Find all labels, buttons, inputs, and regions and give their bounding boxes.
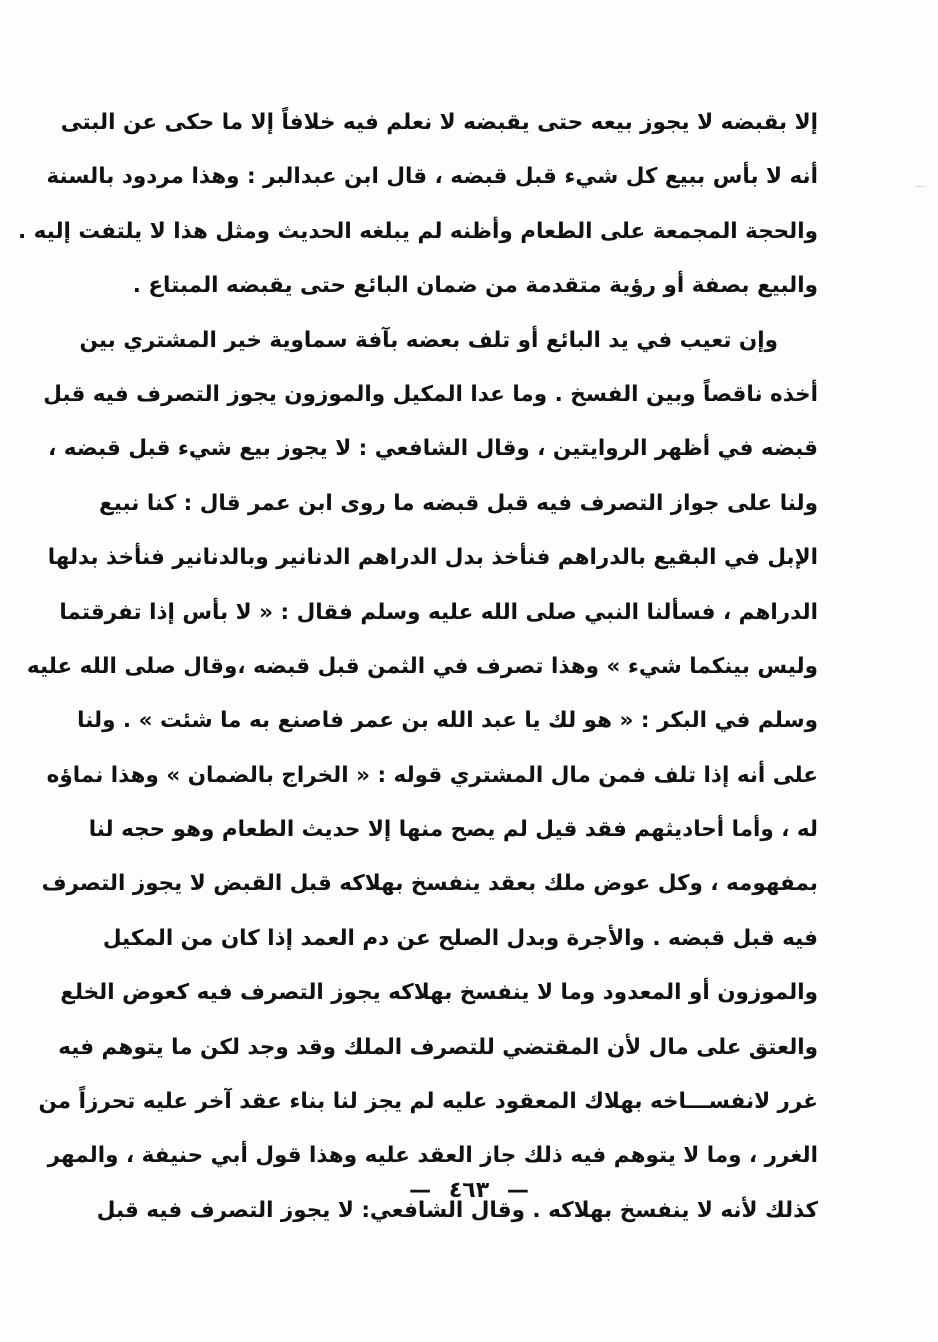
text-line: الدراهم ، فسألنا النبي صلى الله عليه وسلم فقال : « لا بأس إذا تفرقتما xyxy=(59,599,818,625)
text-line: وإن تعيب في يد البائع أو تلف بعضه بآفة سماوية خير المشتري بين xyxy=(79,327,778,353)
page-number-dash-left: — xyxy=(409,1178,432,1203)
scan-speck xyxy=(916,186,924,192)
text-line: والعتق على مال لأن المقتضي للتصرف الملك وقد وجد لكن ما يتوهم فيه xyxy=(58,1034,818,1060)
text-line: وسلم في البكر : « هو لك يا عبد الله بن عمر فاصنع به ما شئت » . ولنا xyxy=(77,708,818,734)
text-line: والحجة المجمعة على الطعام وأظنه لم يبلغه الحديث ومثل هذا لا يلتفت إليه . xyxy=(17,218,818,244)
text-line: كذلك لأنه لا ينفسخ بهلاكه . وقال الشافعي: لا يجوز التصرف فيه قبل xyxy=(96,1197,818,1223)
text-line: الغرر ، وما لا يتوهم فيه ذلك جاز العقد عليه وهذا قول أبي حنيفة ، والمهر xyxy=(47,1143,818,1169)
text-line: إلا بقبضه لا يجوز بيعه حتى يقبضه لا نعلم فيه خلافاً إلا ما حكى عن البتى xyxy=(60,110,818,135)
text-line: والموزون أو المعدود وما لا ينفسخ بهلاكه يجوز التصرف فيه كعوض الخلع xyxy=(60,980,818,1006)
text-line: الإبل في البقيع بالدراهم فنأخذ بدل الدراهم الدنانير وبالدنانير فنأخذ بدلها xyxy=(47,545,818,571)
text-line: والبيع بصفة أو رؤية متقدمة من ضمان البائع حتى يقبضه المبتاع . xyxy=(132,273,818,299)
text-line: وليس بينكما شيء » وهذا تصرف في الثمن قبل قبضه ،وقال صلى الله عليه xyxy=(26,653,818,679)
text-line: قبضه في أظهر الروايتين ، وقال الشافعي : لا يجوز بيع شيء قبل قبضه ، xyxy=(48,436,818,462)
text-line: له ، وأما أحاديثهم فقد قيل لم يصح منها إلا حديث الطعام وهو حجه لنا xyxy=(88,817,818,843)
page-number-dash-right: — xyxy=(506,1178,529,1203)
text-line: ولنا على جواز التصرف فيه قبل قبضه ما روى ابن عمر قال : كنا نبيع xyxy=(99,490,818,516)
text-line: بمفهومه ، وكل عوض ملك بعقد ينفسخ بهلاكه قبل القبض لا يجوز التصرف xyxy=(41,871,818,897)
text-line: فيه قبل قبضه . والأجرة وبدل الصلح عن دم العمد إذا كان من المكيل xyxy=(102,925,818,951)
text-line: أنه لا بأس ببيع كل شيء قبل قبضه ، قال ابن عبدالبر : وهذا مردود بالسنة xyxy=(46,164,818,190)
page-number-value: ٤٦٣ xyxy=(448,1178,490,1203)
text-line: غرر لانفســـاخه بهلاك المعقود عليه لم يجز لنا بناء عقد آخر عليه تحرزاً من xyxy=(38,1089,818,1115)
text-line: على أنه إذا تلف فمن مال المشتري قوله : « الخراج بالضمان » وهذا نماؤه xyxy=(46,762,818,788)
page-number xyxy=(0,1178,938,1203)
body-text xyxy=(17,96,818,1238)
text-line: أخذه ناقصاً وبين الفسخ . وما عدا المكيل والموزون يجوز التصرف فيه قبل xyxy=(43,381,818,407)
